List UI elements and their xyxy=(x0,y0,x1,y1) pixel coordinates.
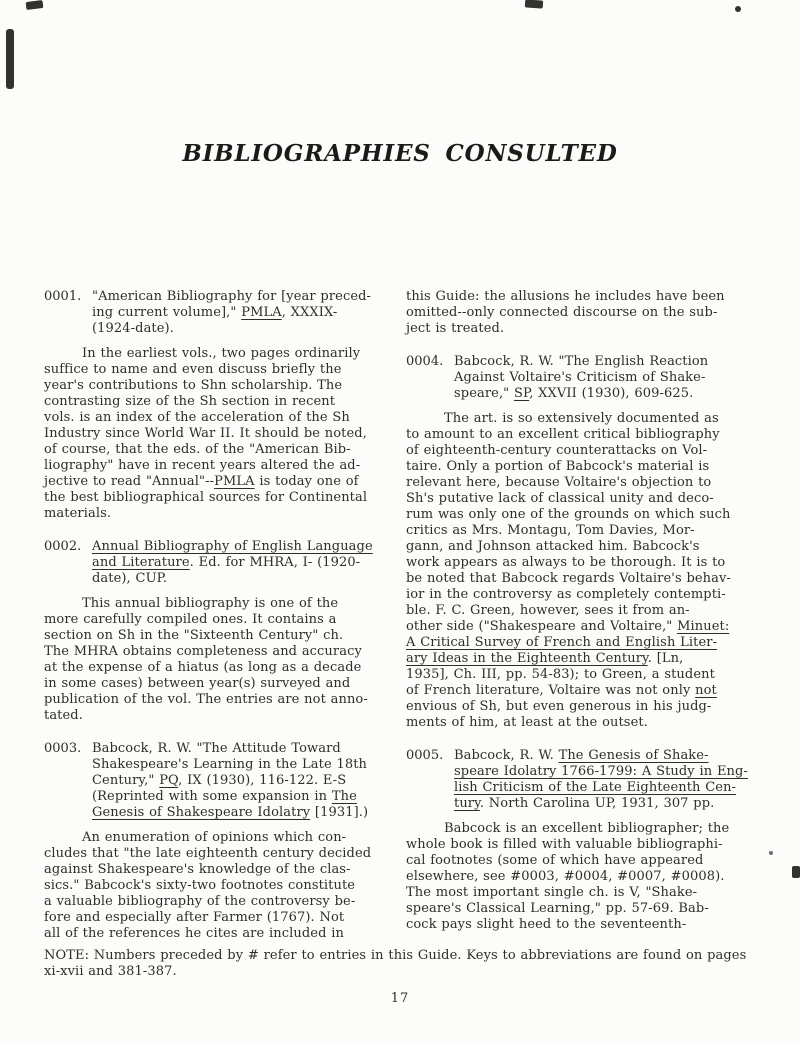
text-line xyxy=(44,458,392,474)
text-line xyxy=(406,411,770,427)
text-segment: omitted--only connected discourse on the sub- xyxy=(406,305,718,320)
text-segment: The MHRA obtains completeness and accuracy xyxy=(44,644,362,659)
underlined-text: Minuet: xyxy=(677,619,730,634)
text-line xyxy=(92,571,392,587)
text-line xyxy=(44,442,392,458)
text-segment: . North Carolina UP, 1931, 307 pp. xyxy=(479,796,715,811)
text-segment: publication of the vol. The entries are not anno- xyxy=(44,692,368,707)
text-line xyxy=(406,305,770,321)
underlined-text: The xyxy=(331,789,357,804)
text-line xyxy=(44,426,392,442)
text-segment: a valuable bibliography of the controversy be- xyxy=(44,894,356,909)
text-segment: taire. Only a portion of Babcock's material is xyxy=(406,459,710,474)
text-segment: liography" have in recent years altered the ad- xyxy=(44,458,361,473)
text-segment: (1924-date). xyxy=(92,321,174,336)
text-segment: Babcock is an excellent bibliographer; the xyxy=(444,821,730,836)
text-segment: , XXXIX- xyxy=(281,305,338,320)
text-segment: An enumeration of opinions which con- xyxy=(82,830,347,845)
text-segment: [1931].) xyxy=(310,805,369,820)
text-line xyxy=(406,491,770,507)
entry-number: 0002. xyxy=(44,539,82,554)
text-line xyxy=(454,796,770,812)
text-segment: of eighteenth-century counterattacks on Vol- xyxy=(406,443,708,458)
text-line xyxy=(454,748,770,764)
page-title: BIBLIOGRAPHIES CONSULTED xyxy=(182,140,618,167)
text-segment: Babcock, R. W. "The English Reaction xyxy=(454,354,709,369)
underlined-text: speare Idolatry 1766-1799: A Study in Eng- xyxy=(454,764,748,779)
text-segment: Shakespeare's Learning in the Late 18th xyxy=(92,757,368,772)
text-segment: be noted that Babcock regards Voltaire's behav- xyxy=(406,571,731,586)
text-segment: speare's Classical Learning," pp. 57-69. Bab- xyxy=(406,901,709,916)
text-segment: critics as Mrs. Montagu, Tom Davies, Mor- xyxy=(406,523,695,538)
text-line xyxy=(406,683,770,699)
text-segment: work appears as always to be thorough. It is to xyxy=(406,555,726,570)
text-line xyxy=(406,635,770,651)
text-line xyxy=(454,370,770,386)
text-segment: materials. xyxy=(44,506,112,521)
text-line xyxy=(406,901,770,917)
text-segment: cock pays slight heed to the seventeenth- xyxy=(406,917,687,932)
text-segment: of French literature, Voltaire was not only xyxy=(406,683,696,698)
underlined-text: SP xyxy=(514,386,530,401)
text-segment: "American Bibliography for [year preced- xyxy=(92,289,372,304)
text-segment: . [Ln, xyxy=(647,651,684,666)
text-line xyxy=(406,619,770,635)
text-line xyxy=(44,378,392,394)
bibliography-column-left xyxy=(44,289,392,959)
text-line xyxy=(92,289,392,305)
text-segment: ble. F. C. Green, however, sees it from an- xyxy=(406,603,690,618)
text-line xyxy=(406,427,770,443)
ink-mark-right-edge xyxy=(792,866,800,878)
text-segment: fore and especially after Farmer (1767). Not xyxy=(44,910,345,925)
underlined-text: PMLA xyxy=(241,305,282,320)
bib-entry-citation xyxy=(44,741,392,821)
text-line xyxy=(406,821,770,837)
text-line xyxy=(406,507,770,523)
text-line xyxy=(44,596,392,612)
text-segment: jective to read "Annual"-- xyxy=(44,474,215,489)
entry-number: 0004. xyxy=(406,354,444,369)
text-segment: The most important single ch. is V, "Shake- xyxy=(406,885,698,900)
ink-mark-top-left xyxy=(26,0,44,10)
text-segment: (Reprinted with some expansion in xyxy=(92,789,332,804)
page-number: 17 xyxy=(390,991,410,1006)
underlined-text: tury xyxy=(454,796,480,811)
underlined-text: PMLA xyxy=(214,474,255,489)
text-line xyxy=(92,321,392,337)
ink-mark-top-center xyxy=(525,0,544,9)
text-line xyxy=(406,667,770,683)
text-line xyxy=(406,837,770,853)
annotation-paragraph xyxy=(44,596,392,724)
text-line xyxy=(92,805,392,821)
bib-entry-citation xyxy=(406,354,770,402)
text-segment: this Guide: the allusions he includes have been xyxy=(406,289,725,304)
bibliography-column-right xyxy=(406,289,770,950)
footnote-line: NOTE: Numbers preceded by # refer to entries in this Guide. Keys to abbreviations are found on pages xyxy=(44,948,747,963)
annotation-paragraph xyxy=(406,289,770,337)
text-line xyxy=(406,459,770,475)
text-line xyxy=(406,475,770,491)
ink-mark-left-edge xyxy=(6,29,14,89)
underlined-text: PQ xyxy=(159,773,179,788)
text-line xyxy=(92,305,392,321)
text-line xyxy=(406,917,770,933)
text-segment: all of the references he cites are included in xyxy=(44,926,344,941)
text-segment: in some cases) between year(s) surveyed and xyxy=(44,676,351,691)
text-line xyxy=(44,894,392,910)
text-segment: , XXVII (1930), 609-625. xyxy=(529,386,694,401)
text-line xyxy=(44,346,392,362)
text-segment: contrasting size of the Sh section in recent xyxy=(44,394,336,409)
text-line xyxy=(406,289,770,305)
text-line xyxy=(406,715,770,731)
bib-entry-citation xyxy=(406,748,770,812)
text-line xyxy=(406,699,770,715)
text-line xyxy=(44,846,392,862)
text-segment: cal footnotes (some of which have appeared xyxy=(406,853,704,868)
text-line xyxy=(454,386,770,402)
text-segment: speare," xyxy=(454,386,514,401)
text-segment: of course, that the eds. of the "American Bib- xyxy=(44,442,351,457)
underlined-text: and Literature xyxy=(92,555,190,570)
text-segment: In the earliest vols., two pages ordinarily xyxy=(82,346,361,361)
text-line xyxy=(406,853,770,869)
text-segment: Against Voltaire's Criticism of Shake- xyxy=(454,370,706,385)
text-line xyxy=(92,773,392,789)
entry-number: 0003. xyxy=(44,741,82,756)
text-segment: Century," xyxy=(92,773,160,788)
entry-number: 0005. xyxy=(406,748,444,763)
text-segment: section on Sh in the "Sixteenth Century" ch. xyxy=(44,628,344,643)
text-segment: elsewhere, see #0003, #0004, #0007, #0008). xyxy=(406,869,725,884)
text-line xyxy=(406,523,770,539)
text-line xyxy=(44,910,392,926)
text-segment: Babcock, R. W. "The Attitude Toward xyxy=(92,741,341,756)
annotation-paragraph xyxy=(406,821,770,933)
annotation-paragraph xyxy=(406,411,770,731)
text-line xyxy=(44,506,392,522)
text-line xyxy=(406,443,770,459)
underlined-text: A Critical Survey of French and English Liter- xyxy=(406,635,718,650)
text-line xyxy=(406,885,770,901)
text-line xyxy=(44,612,392,628)
ink-speck-top-right xyxy=(735,6,741,12)
text-segment: gann, and Johnson attacked him. Babcock's xyxy=(406,539,700,554)
text-line xyxy=(44,926,392,942)
text-segment: ments of him, at least at the outset. xyxy=(406,715,648,730)
text-line xyxy=(44,708,392,724)
text-segment: relevant here, because Voltaire's objection to xyxy=(406,475,712,490)
text-line xyxy=(454,354,770,370)
text-segment: at the expense of a hiatus (as long as a decade xyxy=(44,660,362,675)
text-segment: Industry since World War II. It should be noted, xyxy=(44,426,367,441)
text-line xyxy=(44,362,392,378)
text-segment: ject is treated. xyxy=(406,321,505,336)
text-segment: The art. is so extensively documented as xyxy=(444,411,719,426)
footnote xyxy=(44,948,788,980)
text-line xyxy=(406,321,770,337)
text-line xyxy=(92,741,392,757)
text-segment: sics." Babcock's sixty-two footnotes constitute xyxy=(44,878,356,893)
text-segment: 1935], Ch. III, pp. 54-83); to Green, a student xyxy=(406,667,715,682)
text-line xyxy=(44,490,392,506)
text-line xyxy=(92,789,392,805)
text-line xyxy=(44,644,392,660)
text-line xyxy=(406,571,770,587)
underlined-text: ary Ideas in the Eighteenth Century xyxy=(406,651,648,666)
text-line xyxy=(44,474,392,490)
text-segment: the best bibliographical sources for Continental xyxy=(44,490,368,505)
underlined-text: The Genesis of Shake- xyxy=(558,748,709,763)
text-line xyxy=(406,869,770,885)
text-segment: vols. is an index of the acceleration of the Sh xyxy=(44,410,350,425)
text-line xyxy=(92,555,392,571)
text-segment: ior in the controversy as completely contempti- xyxy=(406,587,726,602)
text-line xyxy=(44,862,392,878)
text-segment: date), CUP. xyxy=(92,571,168,586)
text-line xyxy=(406,539,770,555)
underlined-text: not xyxy=(695,683,717,698)
text-line xyxy=(406,555,770,571)
text-segment: Babcock, R. W. xyxy=(454,748,559,763)
text-segment: against Shakespeare's knowledge of the clas- xyxy=(44,862,351,877)
text-line xyxy=(406,603,770,619)
bib-entry-citation xyxy=(44,539,392,587)
text-segment: is today one of xyxy=(254,474,359,489)
underlined-text: lish Criticism of the Late Eighteenth Cen- xyxy=(454,780,737,795)
text-line xyxy=(44,410,392,426)
text-segment: other side ("Shakespeare and Voltaire," xyxy=(406,619,678,634)
annotation-paragraph xyxy=(44,346,392,522)
text-line xyxy=(406,651,770,667)
text-segment: cludes that "the late eighteenth century decided xyxy=(44,846,372,861)
text-line xyxy=(44,878,392,894)
text-segment: . Ed. for MHRA, I- (1920- xyxy=(189,555,361,570)
text-line xyxy=(44,394,392,410)
text-line xyxy=(44,676,392,692)
text-line xyxy=(44,692,392,708)
text-segment: rum was only one of the grounds on which such xyxy=(406,507,731,522)
underlined-text: Genesis of Shakespeare Idolatry xyxy=(92,805,311,820)
text-line xyxy=(44,830,392,846)
underlined-text: Annual Bibliography of English Language xyxy=(92,539,373,554)
text-line xyxy=(454,780,770,796)
text-segment: , IX (1930), 116-122. E-S xyxy=(178,773,347,788)
bib-entry-citation xyxy=(44,289,392,337)
text-line xyxy=(454,764,770,780)
text-line xyxy=(92,757,392,773)
annotation-paragraph xyxy=(44,830,392,942)
text-segment: to amount to an excellent critical bibliography xyxy=(406,427,720,442)
text-segment: suffice to name and even discuss briefly the xyxy=(44,362,342,377)
text-segment: envious of Sh, but even generous in his judg- xyxy=(406,699,712,714)
footnote-line: xi-xvii and 381-387. xyxy=(44,964,177,979)
text-line xyxy=(406,587,770,603)
text-segment: Sh's putative lack of classical unity and deco- xyxy=(406,491,714,506)
text-segment: This annual bibliography is one of the xyxy=(82,596,339,611)
text-segment: tated. xyxy=(44,708,83,723)
text-line xyxy=(44,660,392,676)
text-segment: ing current volume]," xyxy=(92,305,242,320)
text-segment: year's contributions to Shn scholarship. The xyxy=(44,378,343,393)
text-segment: more carefully compiled ones. It contains a xyxy=(44,612,337,627)
text-segment: whole book is filled with valuable bibliographi- xyxy=(406,837,723,852)
text-line xyxy=(44,628,392,644)
entry-number: 0001. xyxy=(44,289,82,304)
text-line xyxy=(92,539,392,555)
